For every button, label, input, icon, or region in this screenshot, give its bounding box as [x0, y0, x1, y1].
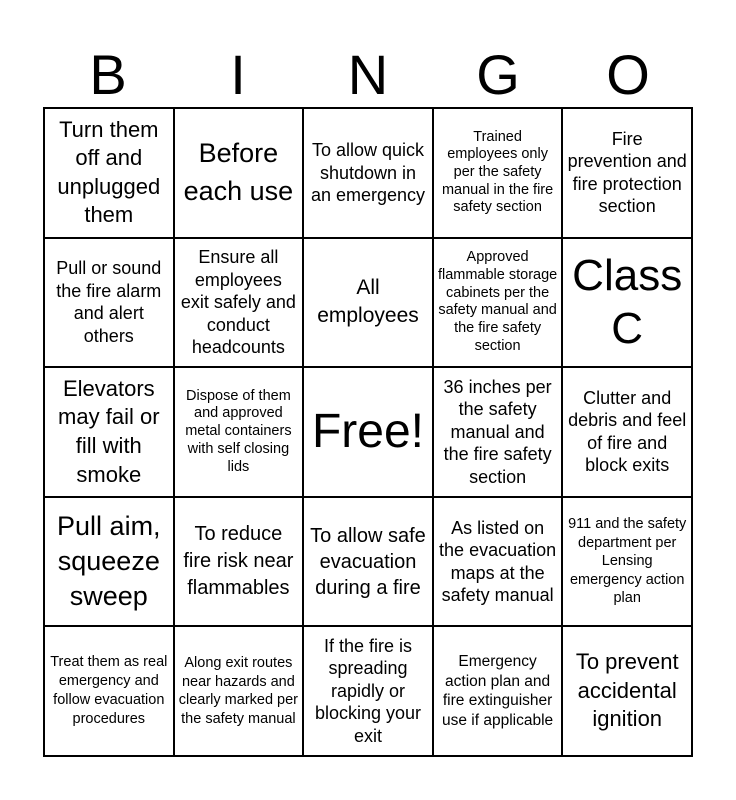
header-letter-n: N [347, 43, 389, 106]
bingo-cell-r4-c1: Along exit routes near hazards and clearly marked per the safety manual [175, 627, 305, 757]
header-letter-o: O [606, 43, 650, 106]
bingo-cell-r4-c3: Emergency action plan and fire extinguisher use if applicable [434, 627, 564, 757]
bingo-cell-r0-c3: Trained employees only per the safety manual in the fire safety section [434, 109, 564, 239]
bingo-board [43, 107, 693, 757]
header-letter-b: B [89, 43, 127, 106]
bingo-cell-r0-c2: To allow quick shutdown in an emergency [304, 109, 434, 239]
bingo-cell-r4-c2: If the fire is spreading rapidly or blocking your exit [304, 627, 434, 757]
bingo-cell-r3-c3: As listed on the evacuation maps at the safety manual [434, 498, 564, 628]
bingo-header [43, 44, 693, 106]
bingo-cell-r1-c4: Class C [563, 239, 693, 369]
bingo-cell-r2-c0: Elevators may fail or fill with smoke [45, 368, 175, 498]
bingo-cell-r4-c4: To prevent accidental ignition [563, 627, 693, 757]
bingo-cell-r1-c2: All employees [304, 239, 434, 369]
bingo-cell-r0-c0: Turn them off and unplugged them [45, 109, 175, 239]
bingo-cell-r2-c3: 36 inches per the safety manual and the fire safety section [434, 368, 564, 498]
bingo-cell-r1-c3: Approved flammable storage cabinets per the safety manual and the fire safety section [434, 239, 564, 369]
bingo-cell-r2-c4: Clutter and debris and feel of fire and block exits [563, 368, 693, 498]
bingo-cell-r1-c0: Pull or sound the fire alarm and alert others [45, 239, 175, 369]
header-letter-g: G [476, 43, 520, 106]
bingo-cell-r0-c4: Fire prevention and fire protection section [563, 109, 693, 239]
header-letter-i: I [230, 43, 246, 106]
bingo-cell-r2-c1: Dispose of them and approved metal containers with self closing lids [175, 368, 305, 498]
bingo-cell-r3-c2: To allow safe evacuation during a fire [304, 498, 434, 628]
bingo-cell-r0-c1: Before each use [175, 109, 305, 239]
bingo-cell-r2-c2-free: Free! [304, 368, 434, 498]
bingo-cell-r3-c4: 911 and the safety department per Lensing emergency action plan [563, 498, 693, 628]
bingo-cell-r1-c1: Ensure all employees exit safely and conduct headcounts [175, 239, 305, 369]
bingo-cell-r4-c0: Treat them as real emergency and follow evacuation procedures [45, 627, 175, 757]
bingo-cell-r3-c0: Pull aim, squeeze sweep [45, 498, 175, 628]
bingo-cell-r3-c1: To reduce fire risk near flammables [175, 498, 305, 628]
